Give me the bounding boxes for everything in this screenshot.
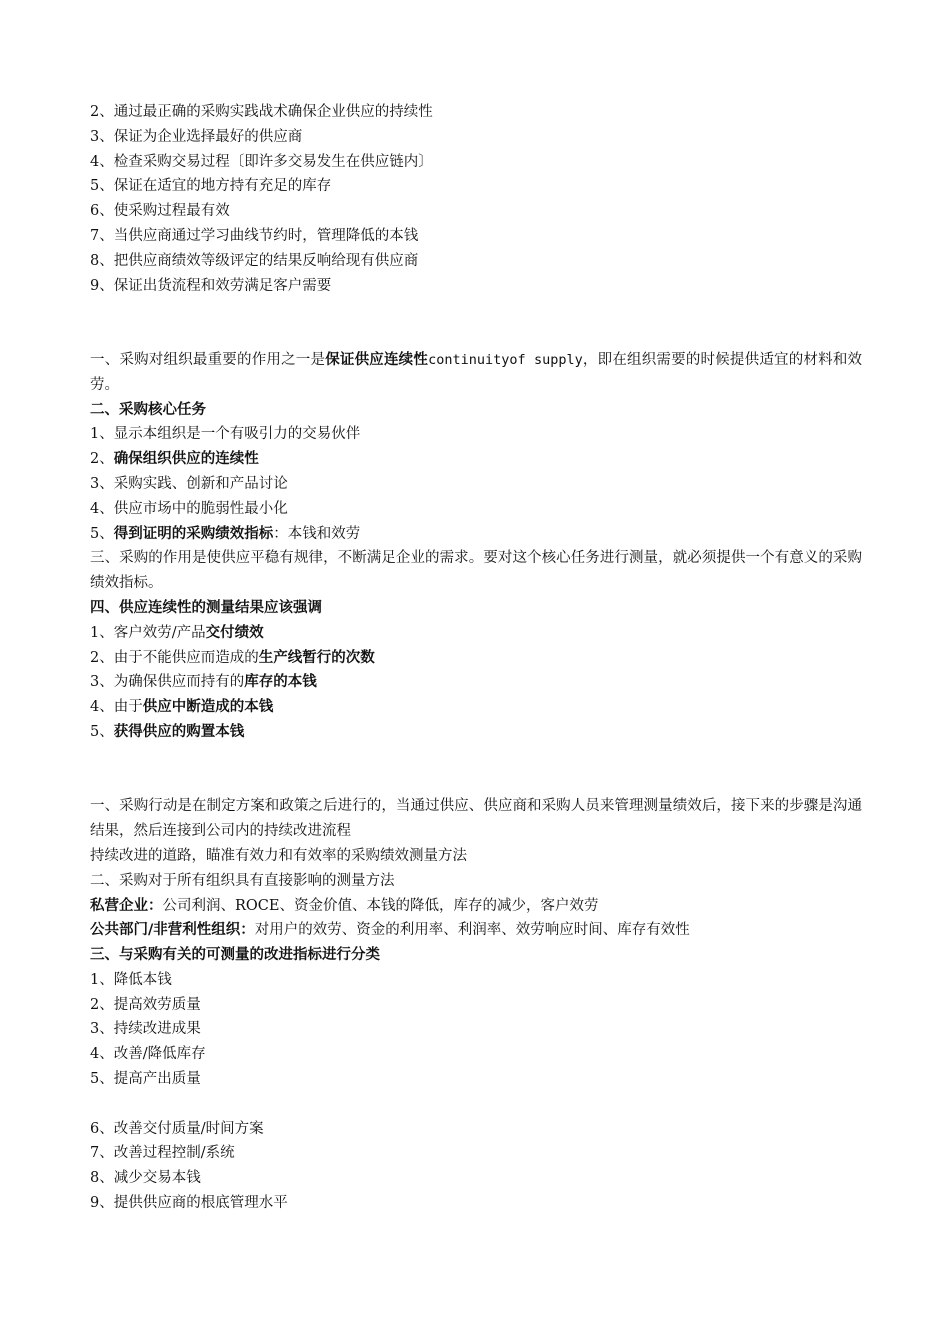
list-item: 2、提高效劳质量 (90, 996, 201, 1013)
section-3 (90, 794, 862, 1216)
list-text: 3、为确保供应而持有的 (90, 674, 245, 691)
list-bold-text: 交付绩效 (205, 624, 264, 641)
document-page (90, 100, 862, 1216)
section-heading: 二、采购核心任务 (90, 401, 206, 418)
paragraph: 一、采购行动是在制定方案和政策之后进行的，当通过供应、供应商和采购人员来管理测量绩效后，接下来的步骤是沟通结果，然后连接到公司内的持续改进流程 (90, 798, 862, 840)
list-item: 7、当供应商通过学习曲线节约时，管理降低的本钱 (90, 227, 419, 244)
list-number: 5、 (90, 723, 114, 740)
list-item: 8、减少交易本钱 (90, 1170, 201, 1187)
list-number: 5、 (90, 525, 114, 542)
list-item: 7、改善过程控制/系统 (90, 1145, 235, 1162)
section-2 (90, 348, 862, 745)
list-text: 1、客户效劳/产品 (90, 624, 206, 641)
list-bold-text: 生产线暂行的次数 (258, 649, 375, 666)
list-text: 4、由于 (90, 699, 143, 716)
list-bold-text: 库存的本钱 (244, 674, 317, 691)
public-sector-line (90, 918, 862, 943)
intro-bold-term: 保证供应连续性 (325, 351, 429, 368)
list-item: 3、持续改进成果 (90, 1021, 201, 1038)
section-1-list (90, 100, 862, 298)
list-item (90, 447, 862, 472)
list-bold-text: 供应中断造成的本钱 (142, 699, 274, 716)
public-sector-label: 公共部门/非营利性组织： (90, 922, 255, 939)
list-item (90, 695, 862, 720)
list-item (90, 621, 862, 646)
list-item (90, 646, 862, 671)
list-item (90, 720, 862, 745)
list-item: 4、供应市场中的脆弱性最小化 (90, 500, 288, 517)
list-text: ：本钱和效劳 (273, 525, 361, 542)
list-text: 2、由于不能供应而造成的 (90, 649, 259, 666)
list-item: 9、保证出货流程和效劳满足客户需要 (90, 277, 332, 294)
private-sector-label: 私营企业： (90, 897, 163, 914)
list-bold-text: 确保组织供应的连续性 (113, 451, 259, 468)
paragraph: 二、采购对于所有组织具有直接影响的测量方法 (90, 872, 395, 889)
section-heading: 三、与采购有关的可测量的改进指标进行分类 (90, 947, 380, 964)
list-item: 1、降低本钱 (90, 971, 172, 988)
section-heading: 四、供应连续性的测量结果应该强调 (90, 599, 322, 616)
list-item: 9、提供供应商的根底管理水平 (90, 1195, 288, 1212)
list-item (90, 522, 862, 547)
private-sector-text: 公司利润、ROCE、资金价值、本钱的降低，库存的减少，客户效劳 (162, 897, 599, 914)
list-item: 1、显示本组织是一个有吸引力的交易伙伴 (90, 426, 361, 443)
list-bold-text: 得到证明的采购绩效指标 (113, 525, 274, 542)
private-sector-line (90, 894, 862, 919)
list-item: 3、保证为企业选择最好的供应商 (90, 128, 303, 145)
intro-text: 一、采购对组织最重要的作用之一是 (90, 351, 326, 368)
list-item: 5、提高产出质量 (90, 1071, 201, 1088)
list-item: 2、通过最正确的采购实践战术确保企业供应的持续性 (90, 104, 433, 120)
paragraph: 持续改进的道路，瞄准有效力和有效率的采购绩效测量方法 (90, 847, 467, 864)
list-item: 6、改善交付质量/时间方案 (90, 1120, 264, 1137)
intro-english-term: continuityof supply (428, 351, 583, 368)
list-number: 2、 (90, 451, 114, 468)
list-item (90, 670, 862, 695)
paragraph: 三、采购的作用是使供应平稳有规律，不断满足企业的需求。要对这个核心任务进行测量，就必须提供一个有意义的采购绩效指标。 (90, 550, 862, 592)
list-item: 4、检查采购交易过程〔即许多交易发生在供应链内〕 (90, 153, 433, 170)
list-bold-text: 获得供应的购置本钱 (113, 723, 245, 740)
public-sector-text: 对用户的效劳、资金的利用率、利润率、效劳响应时间、库存有效性 (254, 922, 690, 939)
intro-text-suffix: ，即在组织需要的时候提供适宜的材料和效劳。 (90, 351, 863, 393)
list-item: 3、采购实践、创新和产品讨论 (90, 475, 288, 492)
list-item: 8、把供应商绩效等级评定的结果反响给现有供应商 (90, 252, 419, 269)
list-item: 6、使采购过程最有效 (90, 203, 230, 220)
list-item: 5、保证在适宜的地方持有充足的库存 (90, 178, 332, 195)
intro-paragraph (90, 348, 862, 398)
list-item: 4、改善/降低库存 (90, 1046, 206, 1063)
